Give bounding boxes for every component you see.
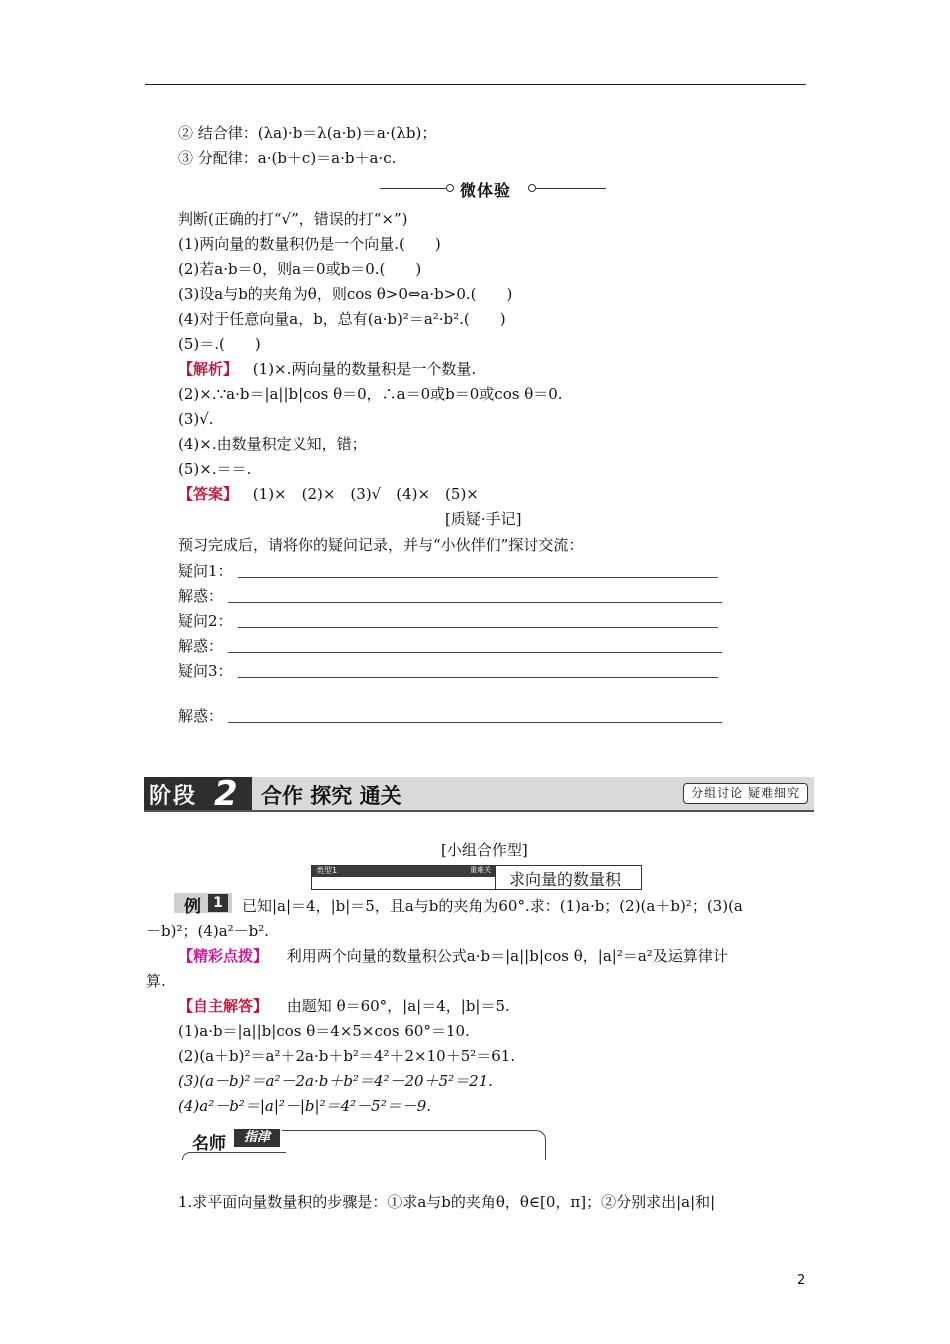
- analysis-line: (4)×.由数量积定义知，错；: [178, 435, 367, 453]
- answer-1-label: 解惑：: [178, 587, 224, 605]
- hint-line: [178, 946, 728, 966]
- notes-heading: [质疑·手记]: [445, 510, 522, 528]
- solve-step: (3)(a－b)²＝a²－2a·b＋b²＝4²－20＋5²＝21.: [178, 1072, 493, 1090]
- question-2-line[interactable]: [238, 627, 718, 628]
- micro-item: (5)＝.( ): [178, 335, 261, 353]
- tip-line-1: 1.求平面向量数量积的步骤是：①求a与b的夹角θ，θ∈[0，π]；②分别求出|a|和|: [178, 1193, 716, 1211]
- micro-item: (1)两向量的数量积仍是一个向量.( ): [178, 235, 441, 253]
- header-rule: [145, 84, 806, 85]
- type-label: 类型1: [316, 866, 338, 875]
- group-heading: [小组合作型]: [441, 841, 528, 859]
- analysis-line: (2)×.∵a·b＝|a||b|cos θ＝0，∴a＝0或b＝0或cos θ＝0.: [178, 385, 563, 403]
- page-number: 2: [797, 1273, 806, 1288]
- solve-step: (2)(a＋b)²＝a²＋2a·b＋b²＝4²＋2×10＋5²＝61.: [178, 1047, 516, 1065]
- question-3-label: 疑问3：: [178, 662, 233, 680]
- example-line-1: 已知|a|＝4，|b|＝5，且a与b的夹角为60°.求：(1)a·b；(2)(a＋b)²；(3)(a: [242, 897, 743, 915]
- type-label-bar: [312, 866, 495, 877]
- stage-word: 阶段: [149, 784, 198, 809]
- stage-title: 合作 探究 通关: [261, 784, 402, 808]
- answer-3-label: 解惑：: [178, 707, 224, 725]
- tip-tab: [182, 1126, 548, 1160]
- analysis-line: [178, 359, 476, 379]
- micro-item: (3)设a与b的夹角为θ，则cos θ>0⇔a·b>0.( ): [178, 285, 513, 303]
- solve-label: 【自主解答】: [178, 997, 269, 1015]
- micro-heading: [380, 178, 606, 200]
- notes-intro: 预习完成后，请将你的疑问记录，并与“小伙伴们”探讨交流：: [178, 536, 584, 554]
- law-distributive: ③ 分配律：a·(b＋c)＝a·b＋a·c.: [178, 149, 397, 167]
- type-box: [311, 865, 642, 890]
- answer-2-label: 解惑：: [178, 637, 224, 655]
- answer-line: [178, 484, 479, 504]
- stage-badge: [144, 774, 252, 814]
- question-1-label: 疑问1：: [178, 562, 233, 580]
- hint-label: 【精彩点拨】: [178, 947, 269, 965]
- example-number: 1: [208, 894, 228, 912]
- solve-step: (4)a²－b²＝|a|²－|b|²＝4²－5²＝－9.: [178, 1097, 432, 1115]
- solve-intro: 由题知 θ＝60°，|a|＝4，|b|＝5.: [286, 997, 510, 1015]
- question-2-label: 疑问2：: [178, 612, 233, 630]
- analysis-text: (1)×.两向量的数量积是一个数量.: [252, 360, 477, 378]
- tip-highlight: 指津: [234, 1129, 280, 1147]
- example-word: 例: [184, 897, 201, 917]
- example-badge: [174, 893, 232, 917]
- answer-2-line[interactable]: [228, 652, 722, 653]
- example-line-2: －b)²；(4)a²－b².: [146, 922, 270, 940]
- stage-number: 2: [214, 774, 238, 814]
- solve-step: (1)a·b＝|a||b|cos θ＝4×5×cos 60°＝10.: [178, 1022, 470, 1040]
- hint-text: 利用两个向量的数量积公式a·b＝|a||b|cos θ，|a|²＝a²及运算律计: [286, 947, 728, 965]
- micro-item: (4)对于任意向量a，b，总有(a·b)²＝a²·b².( ): [178, 310, 506, 328]
- question-3-line[interactable]: [238, 677, 718, 678]
- tip-label: 名师: [192, 1134, 226, 1154]
- type-title: 求向量的数量积: [509, 870, 622, 889]
- answer-3-line[interactable]: [228, 722, 722, 723]
- micro-item: (2)若a·b＝0，则a＝0或b＝0.( ): [178, 260, 422, 278]
- analysis-line: (5)×.＝＝.: [178, 460, 252, 478]
- hint-line-2: 算.: [146, 972, 166, 990]
- answer-text: (1)× (2)× (3)√ (4)× (5)×: [252, 485, 479, 503]
- type-right-label: 重难关: [470, 866, 491, 874]
- micro-title: 微体验: [460, 181, 512, 200]
- analysis-line: (3)√.: [178, 410, 214, 428]
- answer-label: 【答案】: [178, 485, 239, 503]
- question-1-line[interactable]: [238, 577, 718, 578]
- micro-intro: 判断(正确的打“√”，错误的打“×”): [178, 210, 408, 228]
- analysis-label: 【解析】: [178, 360, 239, 378]
- law-associative: ② 结合律：(λa)·b＝λ(a·b)＝a·(λb)；: [178, 124, 437, 142]
- stage-tag: 分组讨论 疑难细究: [683, 783, 808, 804]
- answer-1-line[interactable]: [228, 602, 722, 603]
- solve-line: [178, 996, 510, 1016]
- stage-banner: [144, 774, 814, 814]
